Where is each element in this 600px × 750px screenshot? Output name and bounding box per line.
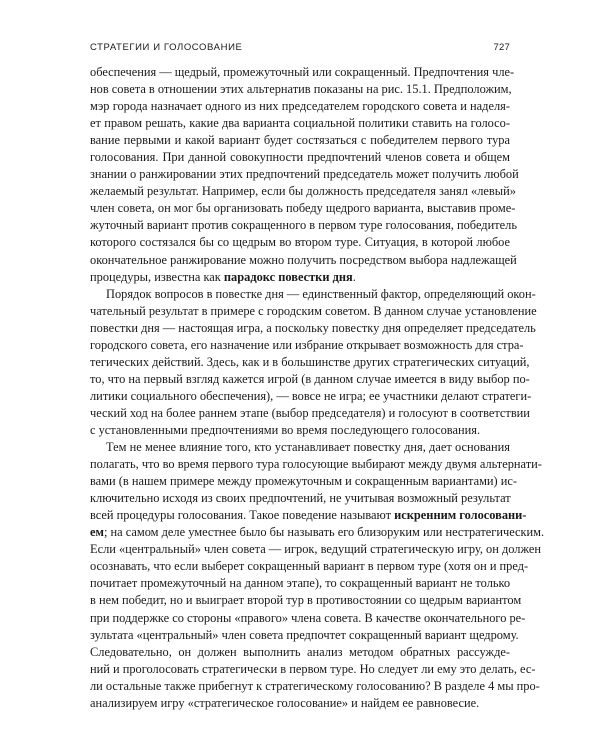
text-line: мэр города назначает одного из них председателем городского совета и наделя- <box>90 99 510 114</box>
text-line: нов совета в отношении этих альтернатив показаны на рис. 15.1. Предположим, <box>90 82 512 97</box>
paragraph-3 <box>90 439 545 712</box>
text-line: ключительно исходя из своих предпочтений, не учитывая возможный результат <box>90 491 511 506</box>
text-line: вание первыми и какой вариант будет состязаться с победителем первого тура <box>90 133 510 148</box>
text-line: Следовательно, он должен выполнить анализ методом обратных рассужде- <box>90 644 510 659</box>
text-line: чательный результат в примере с городским советом. В данном случае установление <box>90 303 537 318</box>
text-line: Если «центральный» член совета — игрок, ведущий стратегическую игру, он должен <box>90 542 541 557</box>
paragraph-2 <box>90 286 537 439</box>
text-line: то, что на первый взгляд кажется игрой (в данном случае имеется в виду выбор по- <box>90 371 530 386</box>
text-line: при поддержке со стороны «правого» члена совета. В качестве окончательного ре- <box>90 610 526 625</box>
running-head <box>90 42 510 56</box>
text-line: Порядок вопросов в повестке дня — единственный фактор, определяющий окон- <box>106 286 536 301</box>
text-line: литики социального обеспечения), — вовсе не игра; ее участники делают стратеги- <box>90 388 532 403</box>
text-run: процедуры, известна как <box>90 269 224 284</box>
text-line: в нем победит, но и выиграет второй тур в противостоянии со щедрым вариантом <box>90 593 522 608</box>
text-run: ; на самом деле уместнее было бы называть его близоруким или нестратегическим. <box>103 525 545 540</box>
text-line: Тем не менее влияние того, кто устанавливает повестку дня, дает основания <box>106 440 510 455</box>
text-line: анализируем игру «стратегическое голосование» и найдем ее равновесие. <box>90 695 480 710</box>
text-run: . <box>352 269 356 284</box>
key-term-agenda-paradox: парадокс повестки дня <box>223 269 353 284</box>
text-line: зультата «центральный» член совета предпочтет сокращенный вариант щедрому. <box>90 627 519 642</box>
chapter-title: СТРАТЕГИИ И ГОЛОСОВАНИЕ <box>90 42 243 53</box>
text-run: всей процедуры голосования. Такое поведение называют <box>90 508 395 523</box>
text-line: ли остальные также прибегнут к стратегическому голосованию? В разделе 4 мы про- <box>90 678 540 693</box>
text-line: жуточный вариант против сокращенного в первом туре голосования, победитель <box>90 218 517 233</box>
text-line: знании о ранжировании этих предпочтений председатель может получить любой <box>90 167 519 182</box>
key-term-sincere-voting: искренним голосовани- <box>394 508 527 523</box>
text-line: вами (в нашем примере между промежуточным и сокращенным вариантами) ис- <box>90 474 518 489</box>
text-line: осознавать, что если выберет сокращенный вариант в первом туре (хотя он и пред- <box>90 559 529 574</box>
key-term-sincere-voting-cont: ем <box>90 525 104 540</box>
body-text <box>90 64 545 712</box>
text-line: ческий ход на более раннем этапе (выбор председателя) и голосуют в соответствии <box>90 405 530 420</box>
paragraph-1 <box>90 64 519 286</box>
text-line: которого состязался бы со щедрым во втором туре. Ситуация, в которой любое <box>90 235 510 250</box>
text-line: голосования. При данной совокупности предпочтений членов совета и общем <box>90 150 510 165</box>
text-line: член совета, он мог бы организовать победу щедрого варианта, выставив проме- <box>90 201 516 216</box>
text-line <box>90 507 527 524</box>
page-number: 727 <box>493 42 510 53</box>
text-line: тегических действий. Здесь, как и в большинстве других стратегических ситуаций, <box>90 354 530 369</box>
text-line <box>90 269 510 286</box>
text-line <box>90 524 545 541</box>
text-line: повестки дня — настоящая игра, а поскольку повестку дня определяет председатель <box>90 320 536 335</box>
text-line: почитает промежуточный на данном этапе), то сокращенный вариант не только <box>90 576 511 591</box>
text-line: городского совета, его назначение или избрание открывает возможность для стра- <box>90 337 524 352</box>
text-line: окончательное ранжирование можно получить посредством выбора надлежащей <box>90 252 517 267</box>
text-line: ет правом решать, какие два варианта социальной политики ставить на голосо- <box>90 116 510 131</box>
text-line: желаемый результат. Например, если бы должность председателя занял «левый» <box>90 184 516 199</box>
text-line: обеспечения — щедрый, промежуточный или сокращенный. Предпочтения чле- <box>90 65 515 79</box>
text-line: полагать, что во время первого тура голосующие выбирают между двумя альтернати- <box>90 457 542 472</box>
text-line: с установленными предпочтениями во время последующего голосования. <box>90 422 481 437</box>
text-line: ний и проголосовать стратегически в первом туре. Но следует ли ему это делать, ес- <box>90 661 536 676</box>
